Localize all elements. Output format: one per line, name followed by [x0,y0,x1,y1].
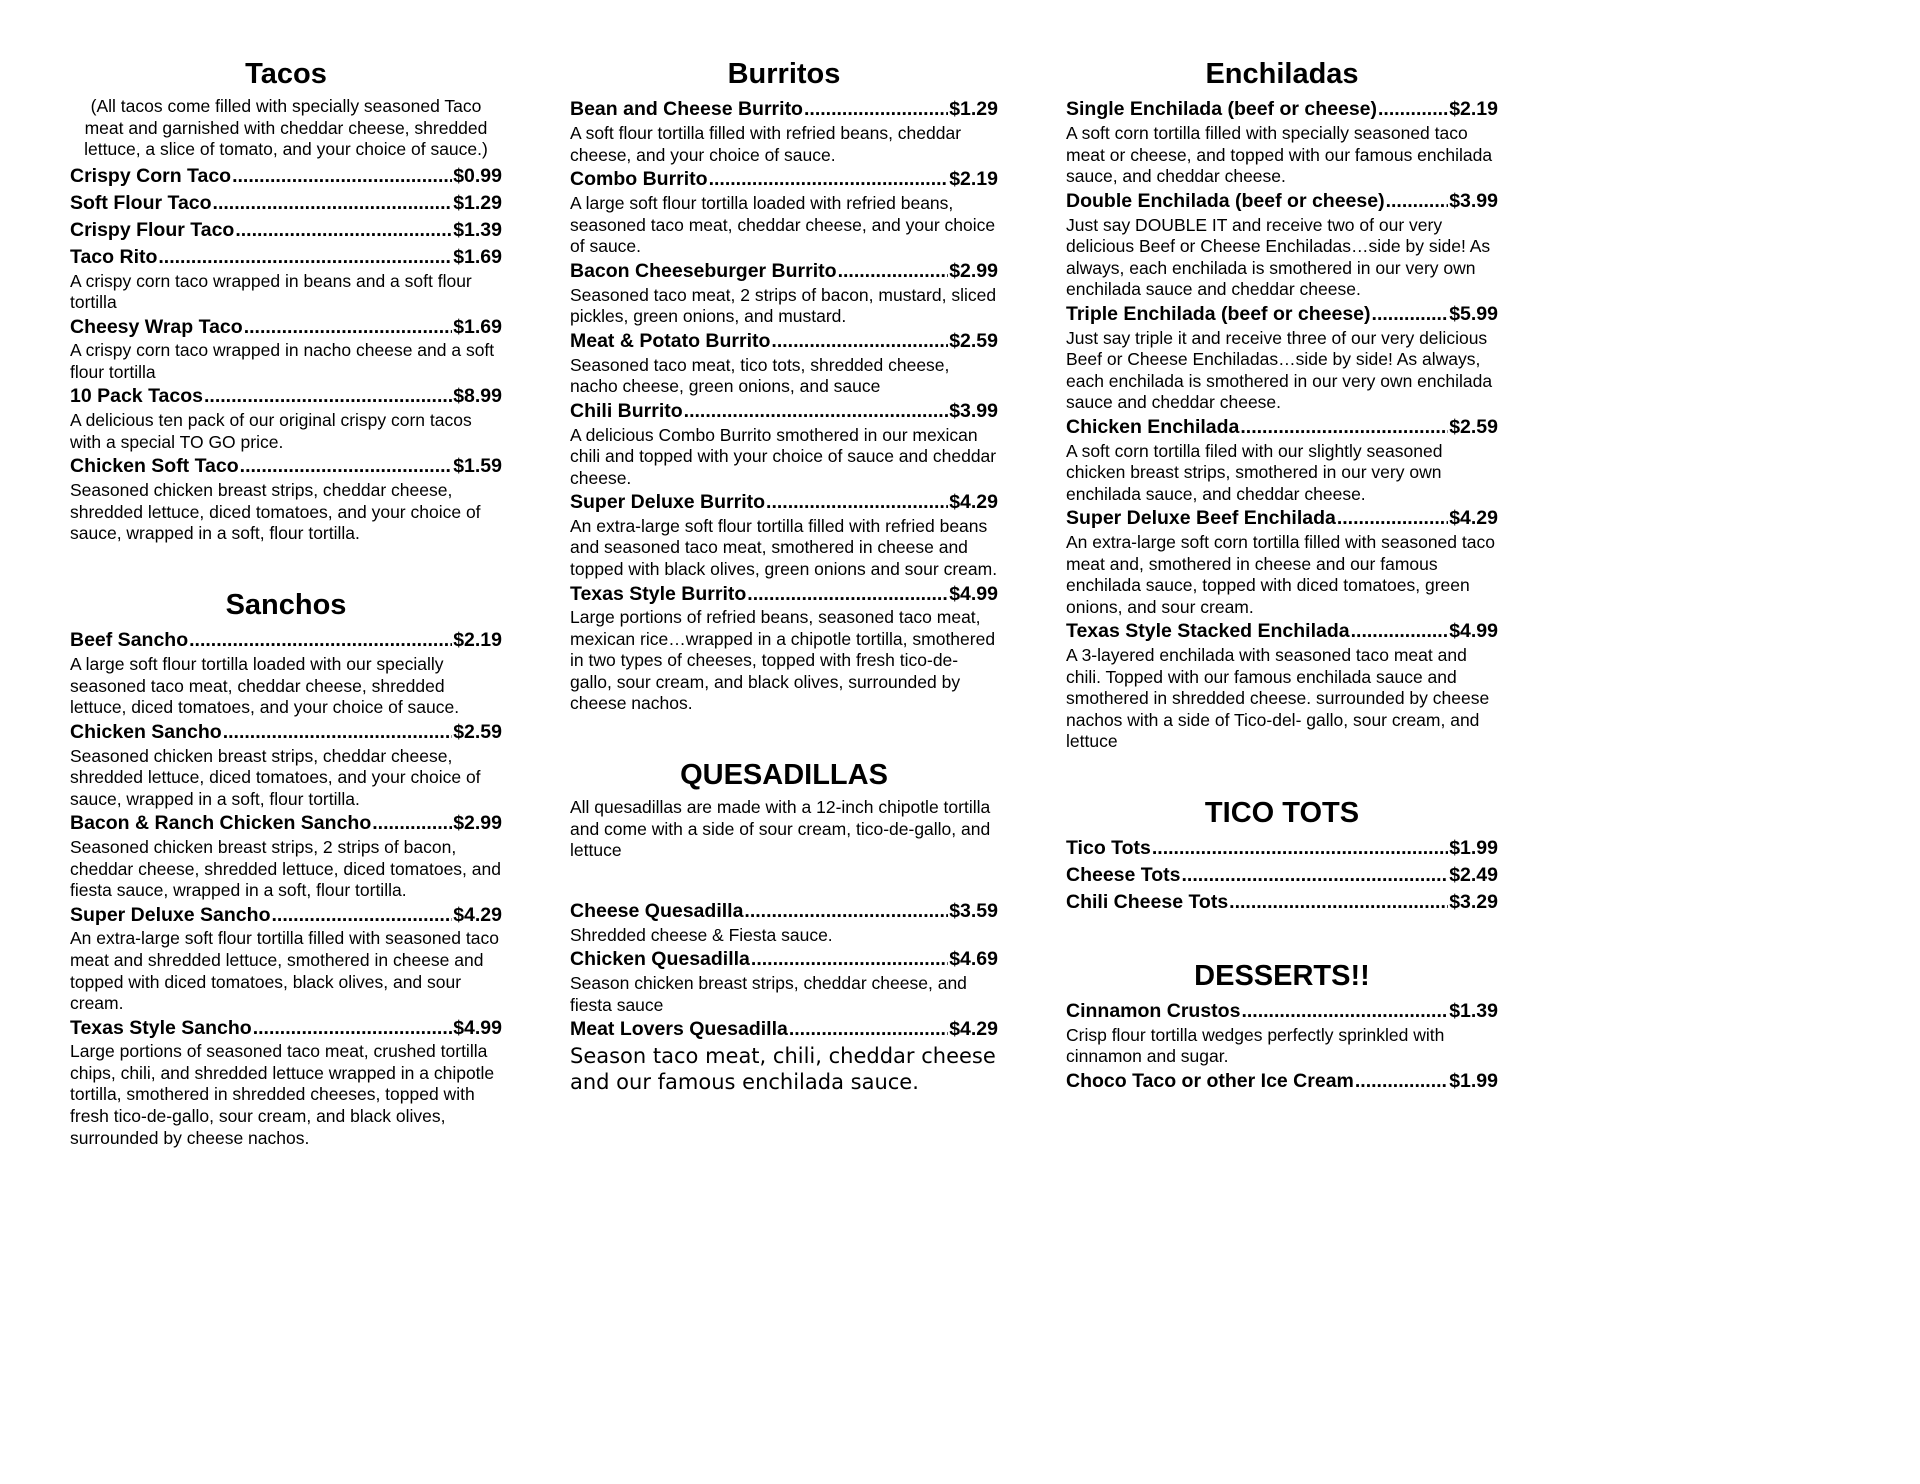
menu-item-line [1066,835,1498,862]
menu-item-price: $1.29 [949,98,998,121]
menu-item-line [70,902,502,929]
menu-item-price: $2.59 [1449,415,1498,438]
menu-item [570,398,998,489]
menu-item-name: Triple Enchilada (beef or cheese) [1066,302,1371,325]
dot-leader [1386,188,1449,215]
menu-item [70,1015,502,1149]
dot-leader [766,489,948,516]
dot-leader [1355,1068,1448,1095]
menu-item-line [570,898,998,925]
menu-item-line [70,383,502,410]
menu-item-line [1066,188,1498,215]
menu-item-name: Cheese Tots [1066,863,1181,886]
menu-item-desc: A crispy corn taco wrapped in nacho cheese and a soft flour tortilla [70,340,495,382]
menu-item-line [1066,618,1498,645]
dot-leader [789,1016,948,1043]
menu-item-name: Chicken Enchilada [1066,415,1240,438]
menu-item-line [1066,96,1498,123]
menu-item-name: Texas Style Burrito [570,582,747,605]
menu-item-name: Super Deluxe Beef Enchilada [1066,507,1336,530]
menu-item-name: Bacon Cheeseburger Burrito [570,259,837,282]
dot-leader [223,719,452,746]
menu-item-line [1066,998,1498,1025]
dot-leader [684,398,949,425]
section-title-tacos: Tacos [245,58,327,90]
menu-item-price: $4.69 [949,948,998,971]
menu-item [1066,998,1498,1068]
section-title-desserts: DESSERTS!! [1194,959,1370,992]
dot-leader [1240,414,1448,441]
section-title-tico-tots: TICO TOTS [1204,796,1360,829]
menu-item-price: $4.29 [453,903,502,926]
menu-item-name: Choco Taco or other Ice Cream [1066,1069,1354,1092]
menu-item-name: Tico Tots [1066,836,1151,859]
dot-leader [189,627,452,654]
menu-item-desc: Large portions of refried beans, seasoned taco meat, mexican rice…wrapped in a chipotle tortilla, smothered in two types of cheeses, topped with fresh tico-de-gallo, sour cream, and black olives, surrounded by cheese nachos. [570,607,996,714]
menu-item-price: $3.99 [949,399,998,422]
menu-item-desc: Just say triple it and receive three of our very delicious Beef or Cheese Enchiladas…side by side! As always, each enchilada is smothered in our very own enchilada sauce and cheddar cheese. [1066,327,1493,413]
menu-item [570,1016,998,1095]
menu-item-name: Bean and Cheese Burrito [570,98,803,121]
menu-grid [70,58,1920,1149]
menu-item-desc: An extra-large soft flour tortilla filled with refried beans and seasoned taco meat, smothered in cheese and topped with black olives, green onions and sour cream. [570,515,998,579]
menu-item-name: Crispy Corn Taco [70,164,232,187]
menu-item-name: Chicken Sancho [70,720,222,743]
section-sanchos [70,589,502,1149]
menu-item-line [570,581,998,608]
menu-item-line [70,810,502,837]
dot-leader [709,166,949,193]
menu-item-name: Super Deluxe Sancho [70,903,271,926]
menu-item-price: $8.99 [453,385,502,408]
dot-leader [751,946,948,973]
menu-item [1066,505,1498,618]
menu-item [570,946,998,1016]
menu-item-price: $4.99 [949,582,998,605]
section-enchiladas [1066,58,1498,753]
menu-item-desc: Just say DOUBLE IT and receive two of our very delicious Beef or Cheese Enchiladas…side by side! As always, each enchilada is smothered in our very own enchilada sauce and cheddar cheese. [1066,214,1491,300]
menu-item-price: $4.29 [949,1018,998,1041]
menu-item [570,96,998,166]
dot-leader [744,898,948,925]
menu-item-price: $4.29 [1449,507,1498,530]
dot-leader [271,902,452,929]
menu-item-name: Chicken Soft Taco [70,455,239,478]
section-intro-quesadillas: All quesadillas are made with a 12-inch chipotle tortilla and come with a side of sour cream, tico-de-gallo, and lettuce [570,797,991,861]
menu-item-price: $1.59 [453,455,502,478]
menu-item-desc: Season taco meat, chili, cheddar cheese and our famous enchilada sauce. [570,1044,996,1095]
menu-item-name: Chili Cheese Tots [1066,890,1229,913]
menu-item [70,902,502,1015]
menu-item-price: $1.39 [453,218,502,241]
menu-item-line [1066,889,1498,916]
menu-item-desc: Seasoned chicken breast strips, cheddar cheese, shredded lettuce, diced tomatoes, and your choice of sauce, wrapped in a soft, flour tortilla. [70,745,481,809]
menu-item-desc: An extra-large soft flour tortilla filled with seasoned taco meat and shredded lettuce, smothered in cheese and topped with diced tomatoes, black olives, and sour cream. [70,928,499,1014]
dot-leader [372,810,452,837]
menu-item-price: $1.99 [1449,1069,1498,1092]
menu-item-line [70,163,502,190]
menu-item-name: Chili Burrito [570,399,683,422]
menu-item-price: $2.59 [453,720,502,743]
menu-item-desc: Seasoned taco meat, 2 strips of bacon, mustard, sliced pickles, green onions, and mustard. [570,284,997,327]
menu-item [570,328,998,398]
menu-item-desc: A delicious ten pack of our original crispy corn tacos with a special TO GO price. [70,410,472,452]
menu-item-line [70,217,502,244]
menu-item [570,898,998,946]
section-intro-tacos: (All tacos come filled with specially seasoned Taco meat and garnished with cheddar cheese, shredded lettuce, a slice of tomato, and your choice of sauce.) [84,96,488,160]
menu-item-name: Super Deluxe Burrito [570,491,766,514]
menu-item-name: Double Enchilada (beef or cheese) [1066,189,1385,212]
dot-leader [235,217,452,244]
menu-item-desc: Seasoned taco meat, tico tots, shredded cheese, nacho cheese, green onions, and sauce [570,354,950,397]
menu-item [70,383,502,453]
section-quesadillas [570,759,998,1096]
menu-item-price: $1.39 [1449,1000,1498,1023]
menu-item-line [1066,414,1498,441]
menu-item [1066,414,1498,505]
section-title-sanchos: Sanchos [225,588,347,621]
menu-item [70,190,502,217]
dot-leader [1229,889,1448,916]
menu-column-2 [570,58,998,1096]
section-tico-tots [1066,797,1498,916]
dot-leader [240,453,453,480]
menu-item-line [70,1015,502,1042]
menu-item-line [70,453,502,480]
dot-leader [244,314,453,341]
menu-item [70,314,502,384]
menu-item-price: $3.29 [1449,890,1498,913]
menu-item-name: Meat Lovers Quesadilla [570,1018,788,1041]
menu-column-1 [70,58,502,1149]
menu-item-desc: Crisp flour tortilla wedges perfectly sprinkled with cinnamon and sugar. [1066,1024,1445,1067]
section-burritos [570,58,998,715]
menu-item-name: Crispy Flour Taco [70,218,235,241]
menu-item-desc: An extra-large soft corn tortilla filled with seasoned taco meat and, smothered in cheese and our famous enchilada sauce, topped with diced tomatoes, green onions, and sour cream. [1066,532,1495,617]
menu-item-desc: A crispy corn taco wrapped in beans and a soft flour tortilla [70,270,472,313]
dot-leader [838,258,949,285]
menu-item-name: Meat & Potato Burrito [570,329,771,352]
dot-leader [204,383,452,410]
menu-item [570,166,998,257]
menu-item [570,489,998,580]
menu-item-price: $2.59 [949,329,998,352]
menu-item [1066,835,1498,862]
menu-item-price: $1.69 [453,245,502,268]
menu-item-desc: A large soft flour tortilla loaded with our specially seasoned taco meat, cheddar cheese, shredded lettuce, diced tomatoes, and your choice of sauce. [70,654,460,718]
menu-item-name: Bacon & Ranch Chicken Sancho [70,812,372,835]
menu-item-name: Soft Flour Taco [70,191,212,214]
menu-item [70,453,502,544]
menu-item-price: $2.19 [1449,98,1498,121]
dot-leader [1378,96,1448,123]
menu-item [1066,96,1498,187]
dot-leader [747,581,948,608]
section-title-enchiladas: Enchiladas [1205,58,1359,90]
menu-item-name: Cheesy Wrap Taco [70,315,243,338]
menu-item-name: Beef Sancho [70,629,189,652]
menu-item-price: $0.99 [453,164,502,187]
menu-item-desc: A delicious Combo Burrito smothered in our mexican chili and topped with your choice of sauce and cheddar cheese. [570,424,997,488]
menu-item-line [570,398,998,425]
menu-item-line [570,96,998,123]
menu-item-price: $2.99 [949,259,998,282]
menu-item-line [70,719,502,746]
menu-item-desc: Seasoned chicken breast strips, 2 strips of bacon, cheddar cheese, shredded lettuce, diced tomatoes, and fiesta sauce, wrapped in a soft, flour tortilla. [70,837,501,901]
menu-item-price: $4.99 [1449,620,1498,643]
menu-item-line [1066,1068,1498,1095]
dot-leader [253,1015,452,1042]
menu-item-line [570,328,998,355]
menu-item-name: Cheese Quesadilla [570,899,744,922]
menu-item-name: Chicken Quesadilla [570,948,750,971]
menu-item-price: $1.69 [453,315,502,338]
menu-item-line [570,258,998,285]
dot-leader [213,190,453,217]
dot-leader [1152,835,1448,862]
menu-item-line [1066,505,1498,532]
menu-item-name: Taco Rito [70,245,158,268]
menu-item [70,719,502,810]
menu-item-line [70,314,502,341]
menu-item-price: $4.29 [949,491,998,514]
menu-item [70,810,502,901]
section-title-quesadillas: QUESADILLAS [680,759,888,791]
menu-item-line [1066,862,1498,889]
menu-item-price: $2.19 [949,168,998,191]
dot-leader [232,163,452,190]
menu-item-desc: A soft corn tortilla filed with our slightly seasoned chicken breast strips, smothered in our very own enchilada sauce, and cheddar cheese. [1066,440,1443,504]
section-title-burritos: Burritos [727,58,841,90]
dot-leader [1337,505,1448,532]
dot-leader [1351,618,1449,645]
menu-item-price: $1.29 [453,191,502,214]
menu-item-name: 10 Pack Tacos [70,385,203,408]
menu-item-desc: A 3-layered enchilada with seasoned taco meat and chili. Topped with our famous enchilada sauce and smothered in shredded cheese. surrounded by cheese nachos with a side of Tico-del- gallo, sour cream, and lettuce [1066,645,1490,752]
dot-leader [158,244,452,271]
menu-item [70,627,502,718]
menu-item-price: $4.99 [453,1016,502,1039]
dot-leader [1372,301,1449,328]
menu-item-price: $5.99 [1449,302,1498,325]
menu-item-name: Cinnamon Crustos [1066,1000,1241,1023]
menu-item-line [70,627,502,654]
dot-leader [1182,862,1449,889]
dot-leader [804,96,948,123]
menu-item-price: $3.99 [1449,189,1498,212]
menu-item-desc: A large soft flour tortilla loaded with refried beans, seasoned taco meat, cheddar cheese, and your choice of sauce. [570,193,996,257]
menu-item-desc: Shredded cheese & Fiesta sauce. [570,924,833,945]
menu-item-price: $3.59 [949,899,998,922]
menu-item-line [570,946,998,973]
menu-item [1066,862,1498,889]
menu-item-desc: Seasoned chicken breast strips, cheddar cheese, shredded lettuce, diced tomatoes, and your choice of sauce, wrapped in a soft, flour tortilla. [70,480,481,544]
menu-item [70,244,502,314]
menu-item-name: Combo Burrito [570,168,708,191]
menu-item [1066,301,1498,414]
menu-item-name: Texas Style Sancho [70,1016,252,1039]
menu-item-desc: Large portions of seasoned taco meat, crushed tortilla chips, chili, and shredded lettuce wrapped in a chipotle tortilla, smothered in shredded cheeses, topped with fresh tico-de-gallo, sour cream, and black olives, surrounded by cheese nachos. [70,1041,495,1148]
menu-item [570,581,998,715]
menu-item-name: Texas Style Stacked Enchilada [1066,620,1350,643]
dot-leader [1241,998,1448,1025]
menu-item-line [570,1016,998,1043]
menu-item-desc: Season chicken breast strips, cheddar cheese, and fiesta sauce [570,973,967,1015]
menu-item-line [570,166,998,193]
menu-item-desc: A soft corn tortilla filled with specially seasoned taco meat or cheese, and topped with our famous enchilada sauce, and cheddar cheese. [1066,123,1493,187]
menu-item [1066,1068,1498,1095]
menu-item [570,258,998,328]
menu-item [70,217,502,244]
menu-item [1066,889,1498,916]
menu-item [1066,618,1498,752]
menu-item-name: Single Enchilada (beef or cheese) [1066,98,1378,121]
menu-item-price: $2.99 [453,812,502,835]
menu-item-price: $2.49 [1449,863,1498,886]
menu-item [70,163,502,190]
menu-item-line [570,489,998,516]
dot-leader [771,328,948,355]
menu-column-3 [1066,58,1498,1095]
menu-item [1066,188,1498,301]
section-tacos [70,58,502,545]
menu-item-price: $1.99 [1449,836,1498,859]
menu-item-desc: A soft flour tortilla filled with refried beans, cheddar cheese, and your choice of sauce. [570,123,962,165]
menu-item-line [70,244,502,271]
menu-item-line [70,190,502,217]
menu-item-price: $2.19 [453,629,502,652]
menu-item-line [1066,301,1498,328]
section-desserts [1066,960,1498,1095]
